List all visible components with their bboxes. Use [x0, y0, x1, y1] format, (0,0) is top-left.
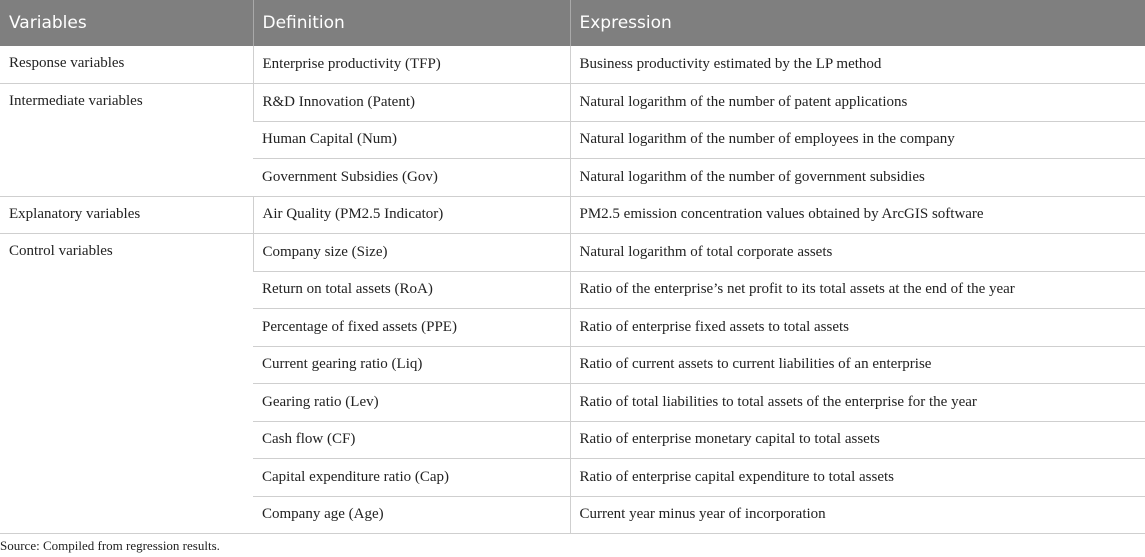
definition-cell: Capital expenditure ratio (Cap)	[253, 459, 570, 497]
table-body	[0, 46, 1145, 534]
header-definition: Definition	[253, 0, 570, 46]
definition-cell: Gearing ratio (Lev)	[253, 384, 570, 422]
expression-cell: Ratio of enterprise monetary capital to total assets	[570, 421, 1145, 459]
expression-cell: Ratio of total liabilities to total assets of the enterprise for the year	[570, 384, 1145, 422]
definition-cell: Company age (Age)	[253, 496, 570, 534]
variable-group-label: Explanatory variables	[0, 196, 253, 234]
expression-cell: Ratio of current assets to current liabilities of an enterprise	[570, 346, 1145, 384]
header-expression: Expression	[570, 0, 1145, 46]
expression-cell: PM2.5 emission concentration values obtained by ArcGIS software	[570, 196, 1145, 234]
expression-cell: Ratio of enterprise capital expenditure to total assets	[570, 459, 1145, 497]
table-row	[0, 234, 1145, 272]
header-variables: Variables	[0, 0, 253, 46]
definition-cell: Government Subsidies (Gov)	[253, 159, 570, 197]
variable-group-label: Intermediate variables	[0, 84, 253, 197]
expression-cell: Ratio of the enterprise’s net profit to its total assets at the end of the year	[570, 271, 1145, 309]
definition-cell: Current gearing ratio (Liq)	[253, 346, 570, 384]
expression-cell: Natural logarithm of total corporate assets	[570, 234, 1145, 272]
expression-cell: Business productivity estimated by the LP method	[570, 46, 1145, 84]
table-row	[0, 84, 1145, 122]
expression-cell: Natural logarithm of the number of patent applications	[570, 84, 1145, 122]
expression-cell: Current year minus year of incorporation	[570, 496, 1145, 534]
definition-cell: Human Capital (Num)	[253, 121, 570, 159]
expression-cell: Natural logarithm of the number of government subsidies	[570, 159, 1145, 197]
expression-cell: Ratio of enterprise fixed assets to total assets	[570, 309, 1145, 347]
definition-cell: R&D Innovation (Patent)	[253, 84, 570, 122]
definition-cell: Percentage of fixed assets (PPE)	[253, 309, 570, 347]
definition-cell: Enterprise productivity (TFP)	[253, 46, 570, 84]
definition-cell: Air Quality (PM2.5 Indicator)	[253, 196, 570, 234]
variable-group-label: Response variables	[0, 46, 253, 84]
expression-cell: Natural logarithm of the number of employees in the company	[570, 121, 1145, 159]
definition-cell: Return on total assets (RoA)	[253, 271, 570, 309]
definition-cell: Company size (Size)	[253, 234, 570, 272]
table-row	[0, 46, 1145, 84]
definition-cell: Cash flow (CF)	[253, 421, 570, 459]
table-header	[0, 0, 1145, 46]
source-note: Source: Compiled from regression results.	[0, 538, 220, 553]
variable-group-label: Control variables	[0, 234, 253, 534]
table-row	[0, 196, 1145, 234]
